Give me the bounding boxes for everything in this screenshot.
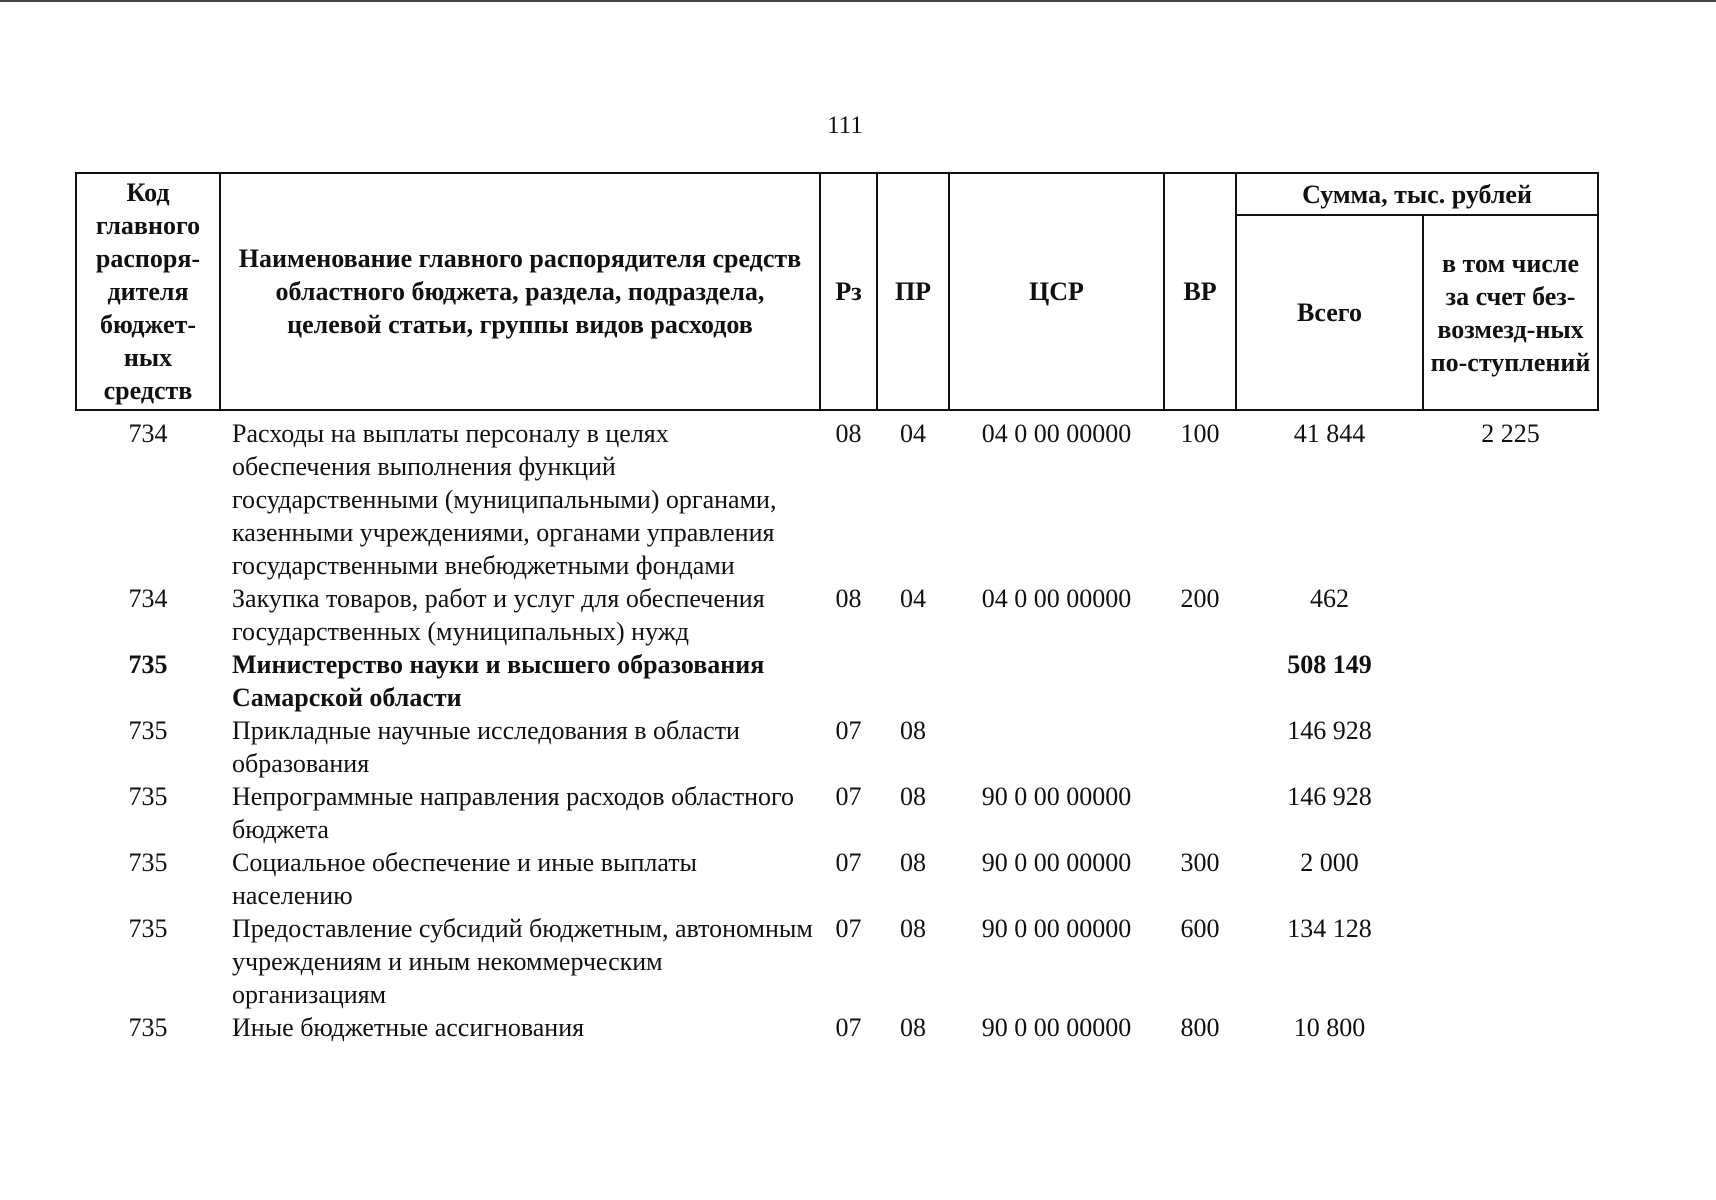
row-name: Непрограммные направления расходов областного бюджета bbox=[232, 782, 794, 844]
row-rz: 07 bbox=[835, 782, 862, 811]
row-csr: 90 0 00 00000 bbox=[981, 914, 1132, 943]
row-code: 735 bbox=[128, 914, 168, 943]
table-row bbox=[76, 648, 1598, 714]
row-grants bbox=[1423, 648, 1598, 714]
row-code: 735 bbox=[128, 650, 168, 679]
header-total: Всего bbox=[1236, 215, 1423, 410]
table-row bbox=[76, 780, 1598, 846]
row-name: Министерство науки и высшего образования Самарской области bbox=[232, 650, 765, 712]
header-name: Наименование главного распорядителя средств областного бюджета, раздела, подраздела, целевой статьи, группы видов расходов bbox=[220, 173, 820, 410]
header-grants: в том числе за счет без-возмезд-ных по-ступлений bbox=[1423, 215, 1598, 410]
row-name: Прикладные научные исследования в области образования bbox=[232, 716, 740, 778]
table-body bbox=[76, 410, 1598, 1044]
top-border-line bbox=[0, 0, 1716, 2]
table-row bbox=[76, 582, 1598, 648]
row-total: 2 000 bbox=[1300, 848, 1359, 877]
header-sum-group: Сумма, тыс. рублей bbox=[1236, 173, 1598, 215]
budget-table bbox=[75, 172, 1599, 1044]
row-csr: 90 0 00 00000 bbox=[981, 1013, 1132, 1042]
row-pr bbox=[877, 648, 949, 714]
table-row bbox=[76, 846, 1598, 912]
row-vr bbox=[1164, 780, 1236, 846]
row-rz: 08 bbox=[835, 419, 862, 448]
row-pr: 08 bbox=[900, 782, 926, 811]
row-name: Закупка товаров, работ и услуг для обеспечения государственных (муниципальных) нужд bbox=[232, 584, 765, 646]
table-row bbox=[76, 912, 1598, 1011]
row-name: Иные бюджетные ассигнования bbox=[232, 1013, 585, 1042]
row-vr: 800 bbox=[1180, 1013, 1220, 1042]
row-rz: 07 bbox=[835, 1013, 862, 1042]
row-grants: 2 225 bbox=[1481, 419, 1540, 448]
row-code: 734 bbox=[128, 419, 168, 448]
row-name: Социальное обеспечение и иные выплаты населению bbox=[232, 848, 698, 910]
table-header bbox=[76, 173, 1598, 410]
row-grants bbox=[1423, 714, 1598, 780]
row-vr: 300 bbox=[1180, 848, 1220, 877]
row-grants bbox=[1423, 780, 1598, 846]
row-total: 146 928 bbox=[1287, 716, 1372, 745]
header-pr: ПР bbox=[877, 173, 949, 410]
row-rz: 07 bbox=[835, 716, 862, 745]
row-rz: 08 bbox=[835, 584, 862, 613]
row-pr: 08 bbox=[900, 1013, 926, 1042]
row-vr bbox=[1164, 714, 1236, 780]
row-csr: 90 0 00 00000 bbox=[981, 848, 1132, 877]
row-code: 735 bbox=[128, 782, 168, 811]
row-total: 462 bbox=[1310, 584, 1349, 613]
row-vr: 200 bbox=[1180, 584, 1220, 613]
row-csr: 04 0 00 00000 bbox=[981, 419, 1132, 448]
row-code: 735 bbox=[128, 716, 168, 745]
header-code: Код главного распоря-дителя бюджет-ных средств bbox=[76, 173, 220, 410]
row-total: 41 844 bbox=[1293, 419, 1366, 448]
row-pr: 04 bbox=[900, 419, 926, 448]
row-total: 146 928 bbox=[1287, 782, 1372, 811]
row-code: 734 bbox=[128, 584, 168, 613]
row-total: 134 128 bbox=[1287, 914, 1372, 943]
row-rz bbox=[820, 648, 877, 714]
row-total: 508 149 bbox=[1287, 650, 1372, 679]
table-row bbox=[76, 1011, 1598, 1044]
page-number: 111 bbox=[827, 112, 863, 139]
row-vr: 100 bbox=[1180, 419, 1220, 448]
row-rz: 07 bbox=[835, 914, 862, 943]
row-name: Расходы на выплаты персоналу в целях обеспечения выполнения функций государственными (муниципальными) органами, казенными учреждениями, органами управления государственными внебюджетными фондами bbox=[232, 419, 777, 580]
row-vr: 600 bbox=[1180, 914, 1220, 943]
row-vr bbox=[1164, 648, 1236, 714]
row-csr bbox=[949, 714, 1164, 780]
row-grants bbox=[1423, 1011, 1598, 1044]
table-row bbox=[76, 410, 1598, 582]
row-grants bbox=[1423, 912, 1598, 1011]
table-row bbox=[76, 714, 1598, 780]
header-csr: ЦСР bbox=[949, 173, 1164, 410]
row-pr: 08 bbox=[900, 848, 926, 877]
row-pr: 04 bbox=[900, 584, 926, 613]
row-total: 10 800 bbox=[1293, 1013, 1366, 1042]
header-vr: ВР bbox=[1164, 173, 1236, 410]
row-csr: 90 0 00 00000 bbox=[981, 782, 1132, 811]
row-pr: 08 bbox=[900, 914, 926, 943]
header-row-1 bbox=[76, 173, 1598, 215]
row-grants bbox=[1423, 846, 1598, 912]
row-grants bbox=[1423, 582, 1598, 648]
row-name: Предоставление субсидий бюджетным, автономным учреждениям и иным некоммерческим организациям bbox=[232, 914, 813, 1009]
row-code: 735 bbox=[128, 1013, 168, 1042]
header-rz: Рз bbox=[820, 173, 877, 410]
row-code: 735 bbox=[128, 848, 168, 877]
row-csr: 04 0 00 00000 bbox=[981, 584, 1132, 613]
row-pr: 08 bbox=[900, 716, 926, 745]
row-csr bbox=[949, 648, 1164, 714]
row-rz: 07 bbox=[835, 848, 862, 877]
